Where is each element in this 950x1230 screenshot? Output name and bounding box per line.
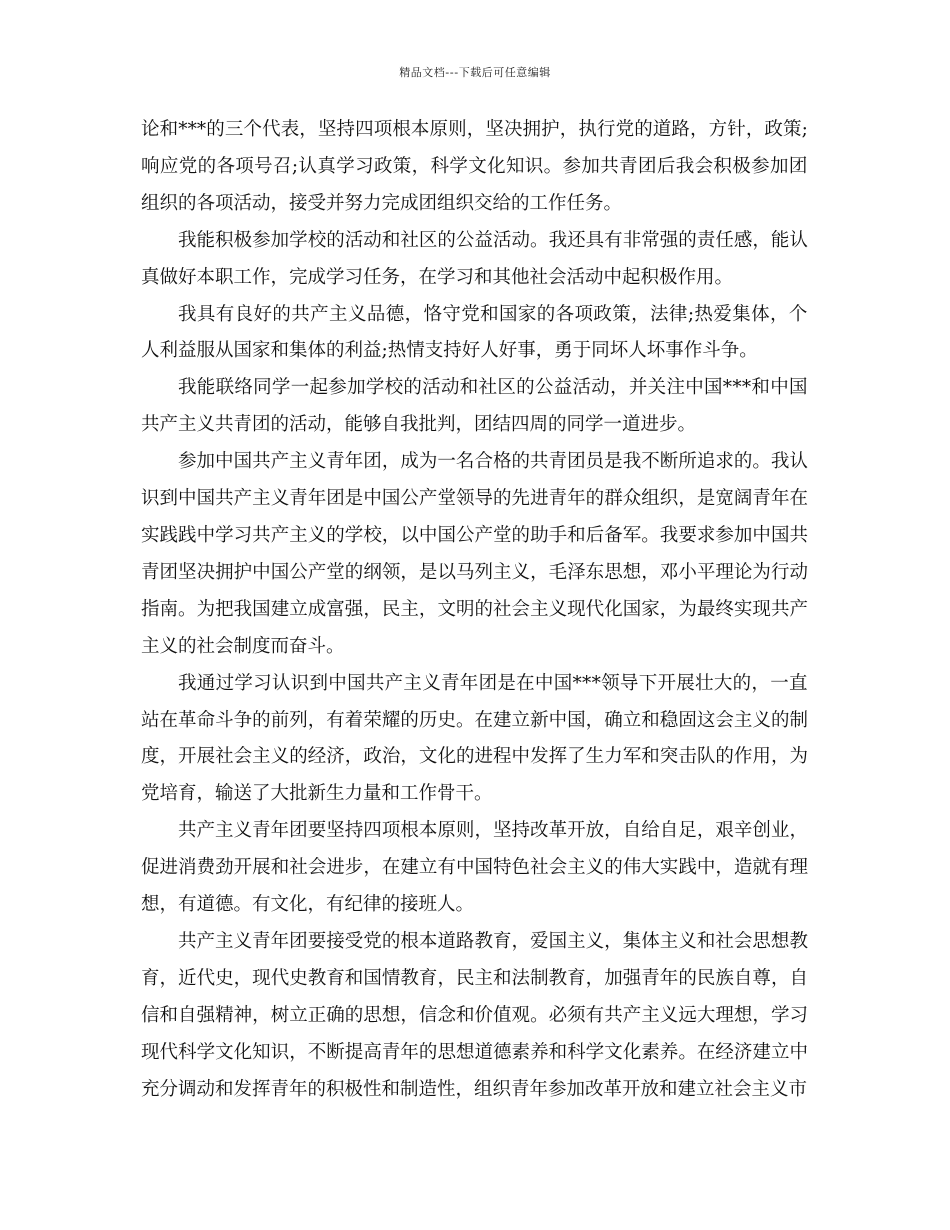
text-line: 实践践中学习共产主义的学校，以中国公产堂的助手和后备军。我要求参加中国共 — [141, 524, 809, 546]
paragraph — [141, 223, 808, 297]
text-line: 人利益服从国家和集体的利益;热情支持好人好事，勇于同坏人坏事作斗争。 — [141, 340, 758, 362]
text-line: 指南。为把我国建立成富强，民主，文明的社会主义现代化国家，为最终实现共产 — [141, 598, 809, 620]
text-line: 响应党的各项号召;认真学习政策，科学文化知识。参加共青团后我会积极参加团 — [141, 155, 808, 177]
text-line: 共产主义共青团的活动，能够自我批判，团结四周的同学一道进步。 — [141, 414, 697, 436]
paragraph — [141, 370, 808, 444]
text-line: 真做好本职工作，完成学习任务，在学习和其他社会活动中起积极作用。 — [141, 266, 734, 288]
text-line: 想，有道德。有文化，有纪律的接班人。 — [141, 894, 475, 916]
paragraph — [141, 112, 808, 223]
text-line: 促进消费劲开展和社会进步，在建立有中国特色社会主义的伟大实践中，造就有理 — [141, 857, 809, 879]
text-line: 信和自强精神，树立正确的思想，信念和价值观。必须有共产主义远大理想，学习 — [141, 1004, 809, 1026]
text-line: 站在革命斗争的前列，有着荣耀的历史。在建立新中国，确立和稳固这会主义的制 — [141, 709, 809, 731]
text-line: 我通过学习认识到中国共产主义青年团是在中国***领导下开展壮大的，一直 — [178, 672, 808, 694]
text-line: 参加中国共产主义青年团，成为一名合格的共青团员是我不断所追求的。我认 — [178, 451, 808, 473]
document-body — [141, 112, 808, 1108]
text-line: 充分调动和发挥青年的积极性和制造性，组织青年参加改革开放和建立社会主义市 — [141, 1078, 808, 1100]
text-line: 青团坚决拥护中国公产堂的纲领，是以马列主义，毛泽东思想，邓小平理论为行动 — [141, 561, 809, 583]
text-line: 育，近代史，现代史教育和国情教育，民主和法制教育，加强青年的民族自尊，自 — [141, 967, 809, 989]
text-line: 现代科学文化知识，不断提高青年的思想道德素养和科学文化素养。在经济建立中 — [141, 1041, 809, 1063]
text-line: 论和***的三个代表，坚持四项根本原则，坚决拥护，执行党的道路，方针，政策; — [141, 119, 808, 140]
paragraph — [141, 924, 808, 1109]
text-line: 主义的社会制度而奋斗。 — [141, 635, 345, 657]
text-line: 我具有良好的共产主义品德，恪守党和国家的各项政策，法律;热爱集体，个 — [178, 303, 808, 325]
page-header: 精品文档---下载后可任意编辑 — [399, 66, 551, 79]
text-line: 识到中国共产主义青年团是中国公产堂领导的先进青年的群众组织，是宽阔青年在 — [141, 488, 809, 510]
text-line: 我能联络同学一起参加学校的活动和社区的公益活动，并关注中国***和中国 — [178, 377, 808, 399]
text-line: 度，开展社会主义的经济，政治，文化的进程中发挥了生力军和突击队的作用，为 — [141, 746, 809, 768]
paragraph — [141, 666, 808, 814]
text-line: 共产主义青年团要坚持四项根本原则，坚持改革开放，自给自足，艰辛创业， — [178, 820, 808, 842]
text-line: 共产主义青年团要接受党的根本道路教育，爱国主义，集体主义和社会思想教 — [178, 930, 808, 952]
paragraph — [141, 297, 808, 371]
paragraph — [141, 813, 808, 924]
text-line: 组织的各项活动，接受并努力完成团组织交给的工作任务。 — [141, 192, 623, 214]
text-line: 党培育，输送了大批新生力量和工作骨干。 — [141, 783, 493, 805]
paragraph — [141, 444, 808, 665]
text-line: 我能积极参加学校的活动和社区的公益活动。我还具有非常强的责任感，能认 — [178, 229, 808, 251]
